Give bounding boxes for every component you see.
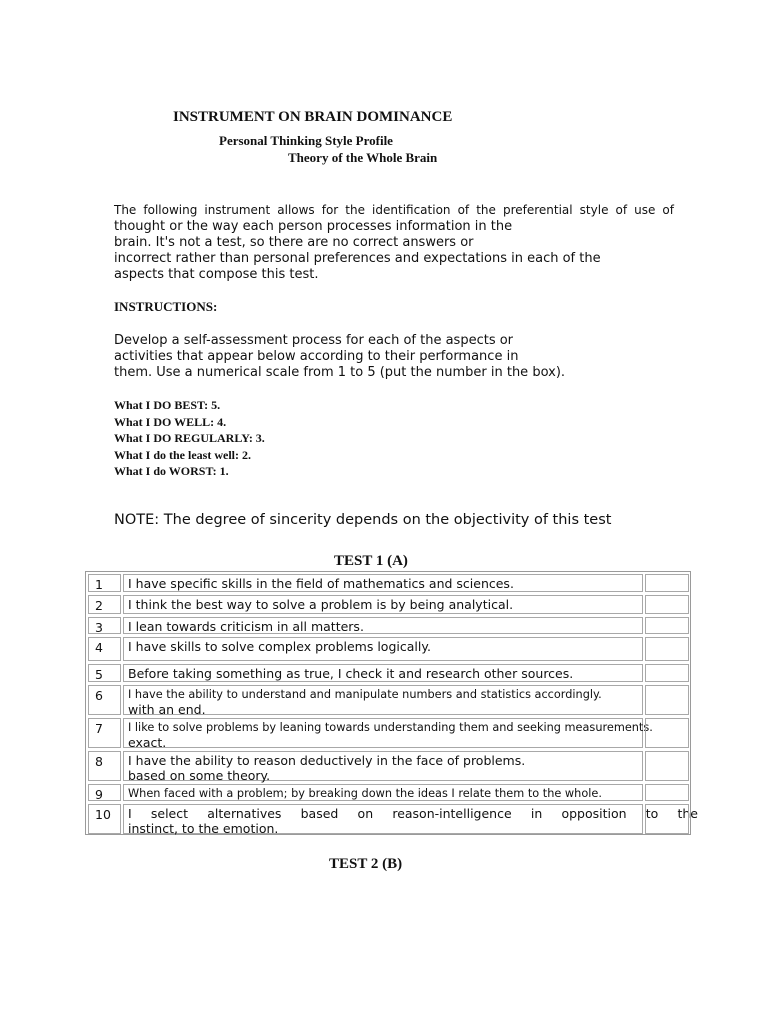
- score-box[interactable]: [645, 595, 689, 614]
- row-number: 5: [88, 664, 121, 682]
- statement-line: Before taking something as true, I check it and research other sources.: [128, 666, 574, 681]
- intro-paragraph: [114, 202, 674, 283]
- test2-heading: TEST 2 (B): [329, 856, 403, 872]
- rating-scale-list: [114, 397, 265, 480]
- row-statement: [123, 664, 643, 682]
- row-number: 9: [88, 784, 121, 801]
- row-number: 8: [88, 751, 121, 781]
- test1-table: [85, 571, 698, 836]
- rating-scale-item: What I do WORST: 1.: [114, 464, 229, 478]
- statement-line: based on some theory.: [128, 768, 271, 783]
- row-statement: [123, 685, 643, 715]
- table-row: [86, 716, 690, 749]
- table-row: [86, 572, 690, 593]
- test1-heading: TEST 1 (A): [334, 553, 408, 569]
- row-statement: [123, 617, 643, 634]
- statement-line: I lean towards criticism in all matters.: [128, 619, 364, 634]
- row-statement: [123, 718, 653, 750]
- statement-line: I have the ability to understand and manipulate numbers and statistics accordingly.: [128, 688, 602, 701]
- statement-line: with an end.: [128, 702, 206, 717]
- sincerity-note: NOTE: The degree of sincerity depends on the objectivity of this test: [114, 512, 612, 528]
- document-subtitle: Personal Thinking Style Profile: [219, 133, 393, 148]
- statement-line: I like to solve problems by leaning towards understanding them and seeking measurements.: [128, 721, 653, 734]
- statement-line: I think the best way to solve a problem is by being analytical.: [128, 597, 514, 612]
- row-statement: [123, 637, 643, 661]
- score-box[interactable]: [645, 617, 689, 634]
- intro-line: incorrect rather than personal preferences and expectations in each of the: [114, 251, 601, 266]
- row-statement: [123, 804, 698, 836]
- instructions-heading: INSTRUCTIONS:: [114, 299, 218, 314]
- statement-line: exact.: [128, 735, 167, 750]
- rating-scale-item: What I do the least well: 2.: [114, 447, 251, 462]
- table-row: [86, 683, 690, 716]
- instructions-line: Develop a self-assessment process for each of the aspects or: [114, 333, 514, 348]
- rating-scale-item: What I DO WELL: 4.: [114, 414, 227, 429]
- rating-scale-item: What I DO REGULARLY: 3.: [114, 431, 265, 445]
- document-subtitle-secondary: Theory of the Whole Brain: [288, 150, 438, 165]
- score-box[interactable]: [645, 804, 689, 834]
- intro-line: brain. It's not a test, so there are no correct answers or: [114, 235, 474, 250]
- row-statement: [123, 751, 643, 781]
- table-row: [86, 802, 698, 836]
- row-number: 2: [88, 595, 121, 614]
- intro-line: aspects that compose this test.: [114, 267, 319, 282]
- intro-line: The following instrument allows for the identification of the preferential style of use of: [114, 203, 674, 217]
- row-statement: [123, 574, 643, 592]
- score-box[interactable]: [645, 664, 689, 682]
- table-row: [86, 635, 690, 662]
- score-box[interactable]: [645, 685, 689, 715]
- row-number: 7: [88, 718, 121, 748]
- score-box[interactable]: [645, 574, 689, 592]
- document-title: INSTRUMENT ON BRAIN DOMINANCE: [173, 109, 453, 125]
- row-number: 6: [88, 685, 121, 715]
- statement-line: I have skills to solve complex problems logically.: [128, 639, 431, 654]
- row-number: 1: [88, 574, 121, 592]
- row-number: 4: [88, 637, 121, 661]
- rating-scale-item: What I DO BEST: 5.: [114, 398, 221, 412]
- table-row: [86, 782, 690, 802]
- statement-line: I select alternatives based on reason-intelligence in opposition to the: [128, 806, 698, 821]
- statement-line: I have the ability to reason deductively in the face of problems.: [128, 753, 526, 768]
- table-row: [86, 593, 690, 615]
- row-number: 3: [88, 617, 121, 634]
- score-box[interactable]: [645, 637, 689, 661]
- statement-line: When faced with a problem; by breaking down the ideas I relate them to the whole.: [128, 787, 602, 800]
- score-box[interactable]: [645, 784, 689, 801]
- table-row: [86, 662, 690, 683]
- table-row: [86, 615, 690, 635]
- intro-line: thought or the way each person processes information in the: [114, 219, 513, 234]
- statement-line: instinct, to the emotion.: [128, 821, 279, 836]
- instructions-line: activities that appear below according to their performance in: [114, 349, 519, 364]
- table-row: [86, 749, 690, 782]
- instructions-paragraph: [114, 333, 674, 381]
- row-number: 10: [88, 804, 121, 834]
- score-box[interactable]: [645, 751, 689, 781]
- row-statement: [123, 595, 643, 614]
- score-box[interactable]: [645, 718, 689, 748]
- row-statement: [123, 784, 643, 801]
- instructions-line: them. Use a numerical scale from 1 to 5 (put the number in the box).: [114, 365, 566, 380]
- statement-line: I have specific skills in the field of mathematics and sciences.: [128, 576, 514, 591]
